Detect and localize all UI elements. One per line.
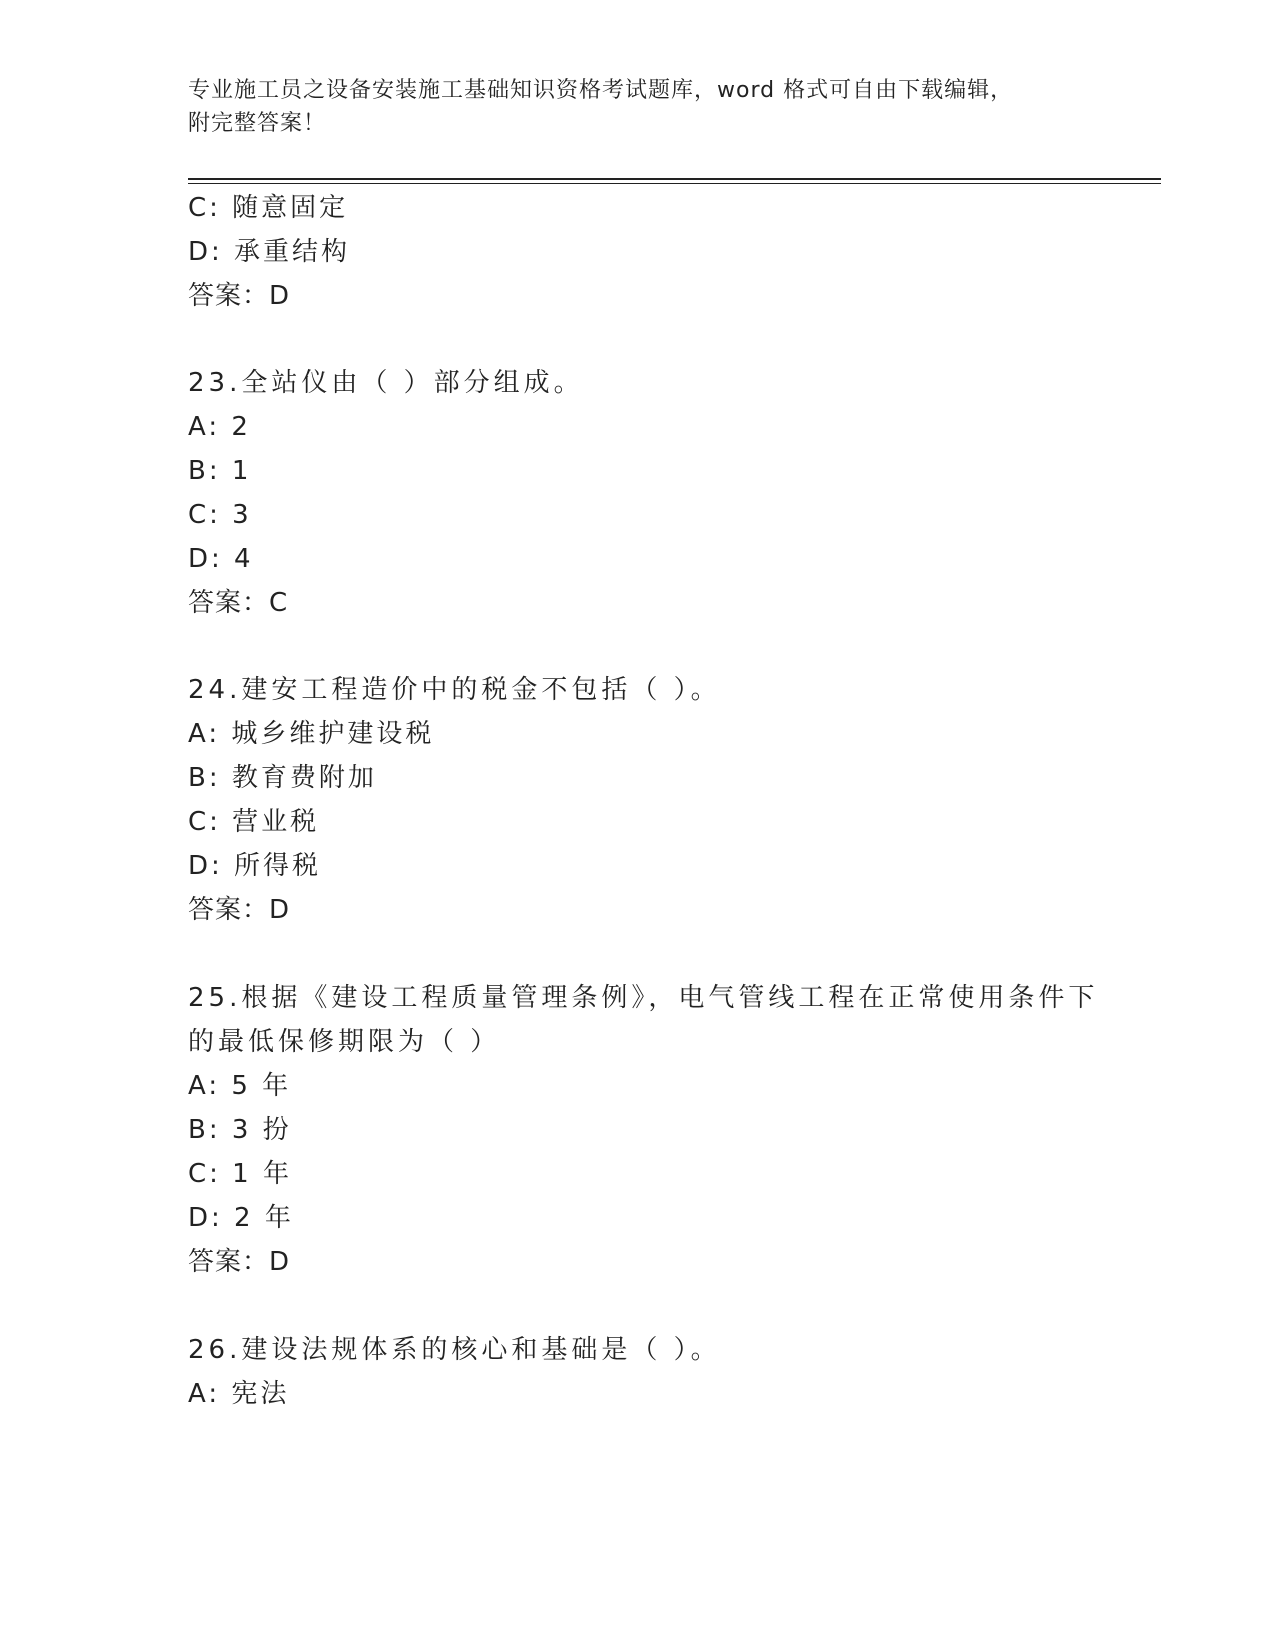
q22-answer: 答案：D	[188, 281, 291, 311]
q22-option-c: C: 随意固定	[188, 193, 349, 223]
q23-answer: 答案：C	[188, 588, 289, 618]
q23-option-a: A: 2	[188, 412, 251, 442]
header-divider-thick	[188, 178, 1161, 180]
q25-answer: 答案：D	[188, 1247, 291, 1277]
q24-option-d: D: 所得税	[188, 851, 322, 881]
q24-answer: 答案：D	[188, 895, 291, 925]
header-line-1: 专业施工员之设备安装施工基础知识资格考试题库，word 格式可自由下载编辑，	[188, 78, 1014, 103]
q24-question: 24.建安工程造价中的税金不包括（ ）。	[188, 675, 721, 705]
q26-option-a: A: 宪法	[188, 1379, 290, 1409]
q25-option-c: C: 1 年	[188, 1159, 292, 1189]
q23-option-d: D: 4	[188, 544, 254, 574]
q25-question-line-2: 的最低保修期限为（ ）	[188, 1027, 501, 1057]
q26-question: 26.建设法规体系的核心和基础是（ ）。	[188, 1335, 721, 1365]
q22-option-d: D: 承重结构	[188, 237, 351, 267]
q25-option-d: D: 2 年	[188, 1203, 294, 1233]
document-header	[188, 74, 1088, 140]
q24-option-c: C: 营业税	[188, 807, 320, 837]
header-line-2: 附完整答案！	[188, 111, 327, 136]
q23-option-c: C: 3	[188, 500, 252, 530]
q24-option-a: A: 城乡维护建设税	[188, 719, 435, 749]
header-divider-thin	[188, 183, 1161, 184]
q25-question-line-1: 25.根据《建设工程质量管理条例》，电气管线工程在正常使用条件下	[188, 983, 1099, 1013]
q25-option-b: B: 3 扮	[188, 1115, 292, 1145]
q24-option-b: B: 教育费附加	[188, 763, 377, 793]
q23-option-b: B: 1	[188, 456, 252, 486]
q25-option-a: A: 5 年	[188, 1071, 292, 1101]
q23-question: 23.全站仪由（ ）部分组成。	[188, 368, 584, 398]
